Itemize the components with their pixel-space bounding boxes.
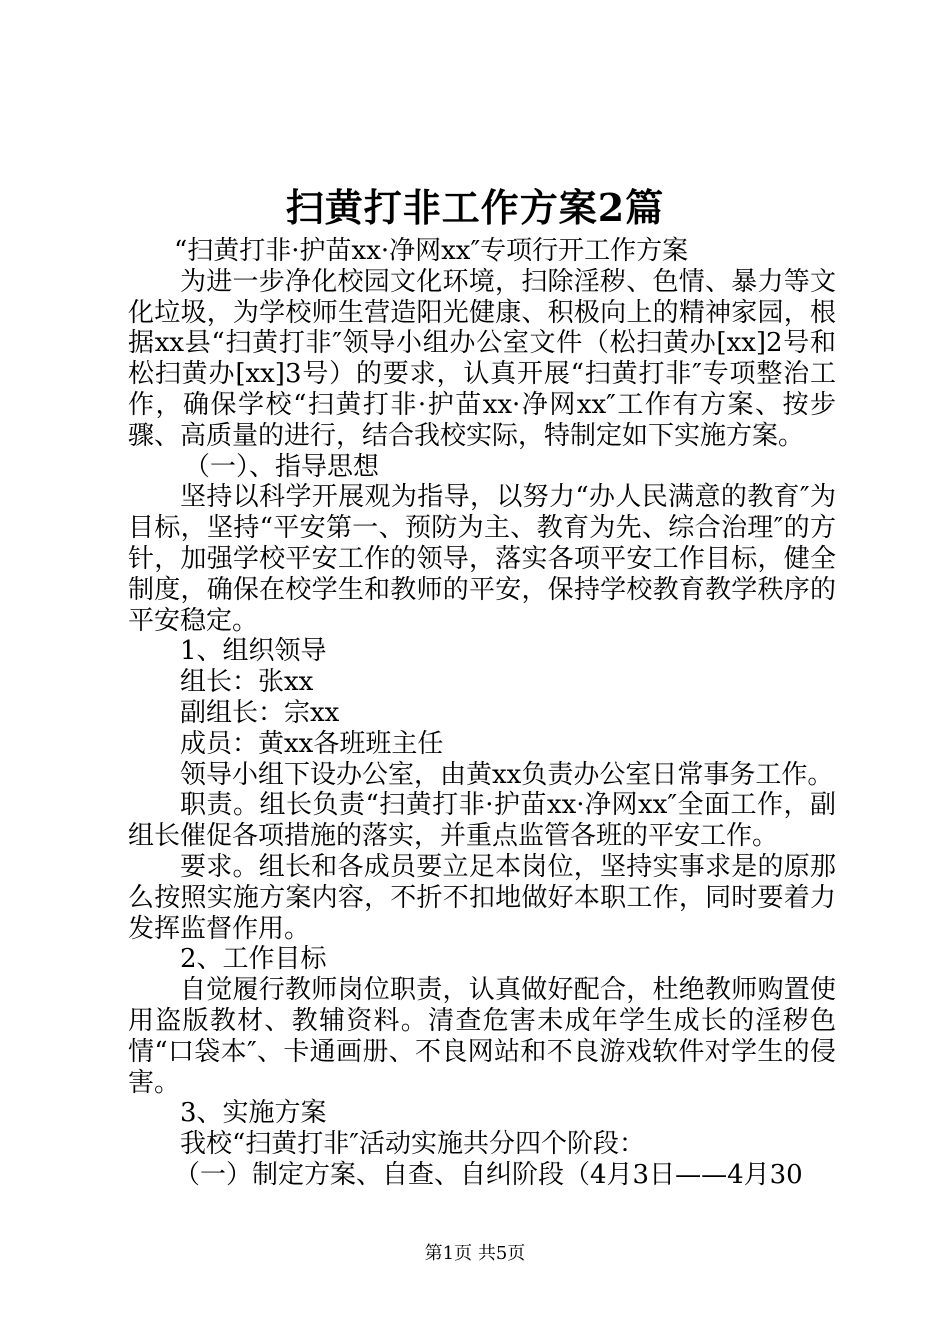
paragraph-phase-one: （一）制定方案、自查、自纠阶段（4月3日——4月30 xyxy=(174,1159,803,1190)
paragraph-duties: 职责。组长负责“扫黄打非·护苗xx·净网xx″全面工作，副组长催促各项措施的落实，并重点监管各班的平安工作。 xyxy=(128,790,836,852)
paragraph-phases: 我校“扫黄打非″活动实施共分四个阶段： xyxy=(180,1129,646,1160)
line-group-leader: 组长：张xx xyxy=(180,667,314,698)
paragraph-subtitle: “扫黄打非·护苗xx·净网xx″专项行开工作方案 xyxy=(174,236,689,266)
heading-work-goals: 2、工作目标 xyxy=(180,944,327,975)
paragraph-work-goals: 自觉履行教师岗位职责，认真做好配合，杜绝教师购置使用盗版教材、教辅资料。清查危害未成年学生成长的淫秽色情“口袋本″、卡通画册、不良网站和不良游戏软件对学生的侵害。 xyxy=(128,975,836,1098)
paragraph-office: 领导小组下设办公室，由黄xx负责办公室日常事务工作。 xyxy=(180,759,834,790)
heading-implementation-plan: 3、实施方案 xyxy=(180,1098,327,1129)
heading-organization: 1、组织领导 xyxy=(180,636,327,667)
line-members: 成员：黄xx各班班主任 xyxy=(180,728,444,759)
paragraph-guiding-thought: 坚持以科学开展观为指导，以努力“办人民满意的教育″为目标，坚持“平安第一、预防为主、教育为先、综合治理″的方针，加强学校平安工作的领导，落实各项平安工作目标，健全制度，确保在校学生和教师的平安，保持学校教育教学秩序的平安稳定。 xyxy=(128,482,836,636)
paragraph-requirements: 要求。组长和各成员要立足本岗位，坚持实事求是的原那么按照实施方案内容，不折不扣地做好本职工作，同时要着力发挥监督作用。 xyxy=(128,851,836,944)
paragraph-intro: 为进一步净化校园文化环境，扫除淫秽、色情、暴力等文化垃圾，为学校师生营造阳光健康、积极向上的精神家园，根据xx县“扫黄打非″领导小组办公室文件（松扫黄办[xx]2号和松扫黄办[xx]3号）的要求，认真开展“扫黄打非″专项整治工作，确保学校“扫黄打非·护苗xx·净网xx″工作有方案、按步骤、高质量的进行，结合我校实际，特制定如下实施方案。 xyxy=(128,266,836,451)
document-body xyxy=(128,236,836,1191)
document-title: 扫黄打非工作方案2篇 xyxy=(285,185,665,230)
section-heading-guiding-thought: （一）、指导思想 xyxy=(184,451,380,482)
line-deputy-leader: 副组长：宗xx xyxy=(180,697,340,728)
page-footer: 第1页 共5页 xyxy=(424,1243,526,1264)
